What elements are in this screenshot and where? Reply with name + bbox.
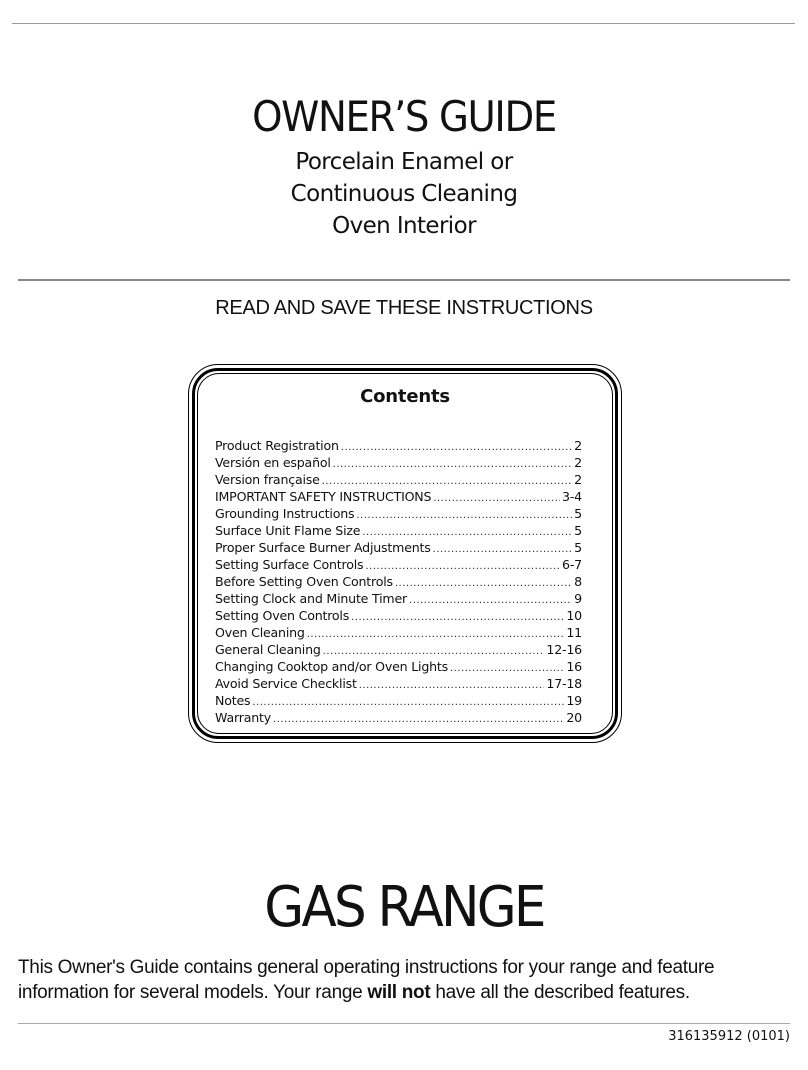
- contents-box: [188, 364, 622, 743]
- subtitle-line: Porcelain Enamel or: [295, 149, 513, 175]
- disclaimer-emphasis: will not: [367, 982, 431, 1003]
- disclaimer-part: This Owner's Guide contains general operating instructions for your range and feature information for several models. Your range: [18, 957, 715, 1003]
- dot-leader: [359, 677, 545, 694]
- toc-entry-page: 2: [574, 438, 582, 453]
- toc-entry[interactable]: [215, 471, 582, 488]
- toc-entry-page: 12-16: [546, 642, 582, 657]
- dot-leader: [273, 711, 564, 728]
- toc-entry-page: 17-18: [546, 676, 582, 691]
- toc-entry-label: Proper Surface Burner Adjustments: [215, 540, 431, 555]
- toc-entry-page: 19: [566, 693, 582, 708]
- toc-entry-page: 5: [574, 506, 582, 521]
- contents-heading: Contents: [360, 386, 450, 407]
- disclaimer-part: have all the described features.: [430, 982, 690, 1003]
- disclaimer-text: [18, 955, 808, 1005]
- toc-entry-label: Changing Cooktop and/or Oven Lights: [215, 659, 448, 674]
- toc-entry-page: 2: [574, 455, 582, 470]
- toc-entry-label: Setting Oven Controls: [215, 608, 350, 623]
- toc-entry-label: Setting Surface Controls: [215, 557, 364, 572]
- toc-entry-label: General Cleaning: [215, 642, 321, 657]
- toc-entry[interactable]: [215, 641, 582, 658]
- toc-entry-page: 8: [574, 574, 582, 589]
- toc-entry[interactable]: [215, 539, 582, 556]
- top-divider: [12, 23, 795, 24]
- toc-entry[interactable]: [215, 658, 582, 675]
- toc-entry-page: 5: [574, 523, 582, 538]
- dot-leader: [307, 626, 565, 643]
- toc-entry-label: Avoid Service Checklist: [215, 676, 357, 691]
- dot-leader: [341, 439, 572, 456]
- product-name: GAS RANGE: [264, 875, 544, 940]
- dot-leader: [351, 609, 564, 626]
- subtitle-line: Oven Interior: [332, 213, 476, 239]
- read-and-save-notice: READ AND SAVE THESE INSTRUCTIONS: [215, 297, 593, 319]
- toc-entry-page: 3-4: [562, 489, 582, 504]
- bottom-divider: [18, 1023, 790, 1024]
- dot-leader: [333, 456, 573, 473]
- toc-entry[interactable]: [215, 624, 582, 641]
- toc-entry-label: Surface Unit Flame Size: [215, 523, 361, 538]
- dot-leader: [252, 694, 564, 711]
- toc-entry[interactable]: [215, 607, 582, 624]
- toc-entry-page: 11: [566, 625, 582, 640]
- dot-leader: [433, 541, 573, 558]
- toc-entry[interactable]: [215, 709, 582, 726]
- toc-entry-label: Grounding Instructions: [215, 506, 355, 521]
- guide-subtitle: [0, 146, 808, 242]
- toc-entry-label: Oven Cleaning: [215, 625, 305, 640]
- toc-entry[interactable]: [215, 522, 582, 539]
- dot-leader: [433, 490, 560, 507]
- toc-entry[interactable]: [215, 437, 582, 454]
- toc-entry-label: Product Registration: [215, 438, 339, 453]
- toc-entry[interactable]: [215, 590, 582, 607]
- toc-entry[interactable]: [215, 488, 582, 505]
- dot-leader: [395, 575, 572, 592]
- part-number: 316135912 (0101): [668, 1029, 790, 1044]
- toc-entry-label: Before Setting Oven Controls: [215, 574, 393, 589]
- toc-entry-label: Notes: [215, 693, 251, 708]
- toc-entry-page: 16: [566, 659, 582, 674]
- toc-entry[interactable]: [215, 692, 582, 709]
- toc-entry[interactable]: [215, 556, 582, 573]
- guide-title: OWNER’S GUIDE: [252, 92, 556, 141]
- toc-entry[interactable]: [215, 573, 582, 590]
- toc-entry-page: 20: [566, 710, 582, 725]
- toc-entry-label: Setting Clock and Minute Timer: [215, 591, 408, 606]
- section-divider: [18, 279, 790, 281]
- dot-leader: [365, 558, 560, 575]
- toc-entry-label: Warranty: [215, 710, 271, 725]
- toc-entry-page: 10: [566, 608, 582, 623]
- toc-entry-label: Versión en español: [215, 455, 331, 470]
- toc-entry-page: 2: [574, 472, 582, 487]
- subtitle-line: Continuous Cleaning: [290, 181, 518, 207]
- dot-leader: [409, 592, 572, 609]
- toc-entry-label: IMPORTANT SAFETY INSTRUCTIONS: [215, 489, 432, 504]
- toc-entry[interactable]: [215, 454, 582, 471]
- table-of-contents: [215, 437, 582, 726]
- toc-entry[interactable]: [215, 505, 582, 522]
- toc-entry[interactable]: [215, 675, 582, 692]
- toc-entry-label: Version française: [215, 472, 320, 487]
- toc-entry-page: 6-7: [562, 557, 582, 572]
- dot-leader: [356, 507, 572, 524]
- toc-entry-page: 9: [574, 591, 582, 606]
- toc-entry-page: 5: [574, 540, 582, 555]
